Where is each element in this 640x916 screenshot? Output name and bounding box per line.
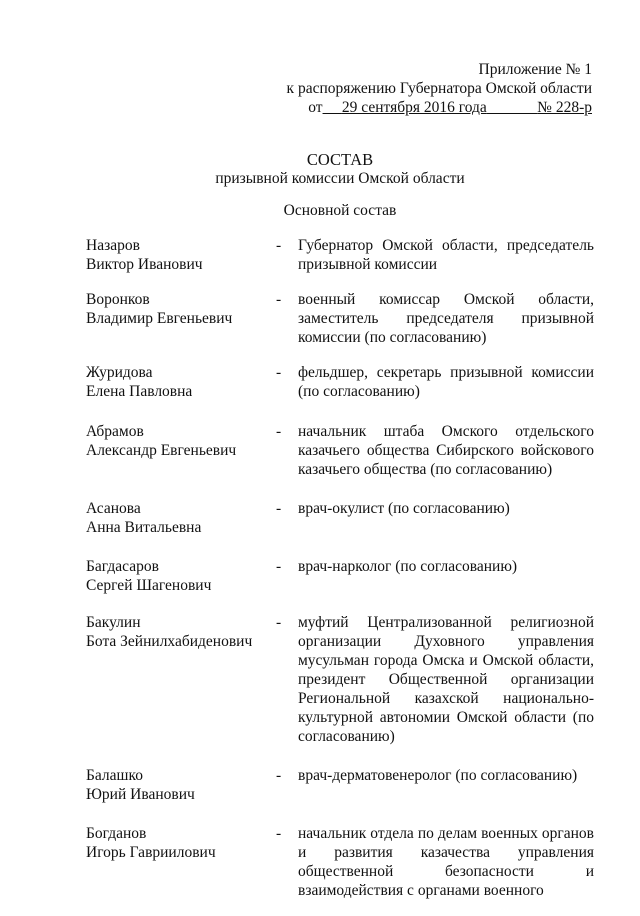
member-name: Назаров Виктор Иванович <box>86 237 203 273</box>
member-role: военный комиссар Омской области, заместитель председателя призывной комиссии (по согласованию) <box>298 291 594 346</box>
member-name: Асанова Анна Витальевна <box>86 500 202 536</box>
from-label: от <box>308 99 323 116</box>
member-row <box>86 290 594 347</box>
member-name: Воронков Владимир Евгеньевич <box>86 291 233 327</box>
dash: - <box>276 767 282 784</box>
member-name: Бакулин Бота Зейнилхабиденович <box>86 614 253 650</box>
dash: - <box>276 237 282 254</box>
order-date: 29 сентября 2016 года <box>341 99 487 116</box>
document-header <box>287 60 592 117</box>
dash: - <box>276 364 282 381</box>
member-role: Губернатор Омской области, председатель призывной комиссии <box>298 237 594 273</box>
members-list <box>86 236 594 916</box>
member-role: врач-окулист (по согласованию) <box>298 500 510 517</box>
member-role: врач-нарколог (по согласованию) <box>298 558 518 575</box>
member-role: фельдшер, секретарь призывной комиссии (по согласованию) <box>298 364 594 400</box>
dash: - <box>276 500 282 517</box>
dash: - <box>276 614 282 631</box>
title-sub: призывной комиссии Омской области <box>215 170 465 187</box>
member-name: Абрамов Александр Евгеньевич <box>86 423 237 459</box>
dash: - <box>276 558 282 575</box>
member-row <box>86 557 594 595</box>
member-row <box>86 766 594 804</box>
member-name: Багдасаров Сергей Шагенович <box>86 558 212 594</box>
member-row <box>86 422 594 479</box>
member-row <box>86 613 594 746</box>
section-heading: Основной состав <box>283 202 397 219</box>
order-dateline <box>287 98 592 117</box>
order-date-field <box>323 98 538 117</box>
member-row <box>86 236 594 274</box>
appendix-number: Приложение № 1 <box>478 61 592 78</box>
member-role: муфтий Централизованной религиозной организации Духовного управления мусульман города Омска и Омской области, президент Общественной организации Региональной казахской национально-культурной автономии Омской области (по согласованию) <box>298 614 594 745</box>
member-row <box>86 363 594 401</box>
member-row <box>86 824 594 900</box>
dash: - <box>276 825 282 842</box>
document-title <box>0 150 640 188</box>
order-reference: к распоряжению Губернатора Омской области <box>286 80 592 97</box>
title-main: СОСТАВ <box>306 150 374 169</box>
member-name: Балашко Юрий Иванович <box>86 767 195 803</box>
order-number: № 228-р <box>537 99 592 116</box>
dash: - <box>276 423 282 440</box>
member-name: Журидова Елена Павловна <box>86 364 193 400</box>
member-role: начальник штаба Омского отдельского казачьего общества Сибирского войскового казачьего общества (по согласованию) <box>298 423 594 478</box>
member-role: врач-дерматовенеролог (по согласованию) <box>298 767 578 784</box>
member-role: начальник отдела по делам военных органов и развития казачества управления общественной безопасности и взаимодействия с органами военного <box>298 825 594 899</box>
member-name: Богданов Игорь Гавриилович <box>86 825 216 861</box>
dash: - <box>276 291 282 308</box>
member-row <box>86 499 594 537</box>
